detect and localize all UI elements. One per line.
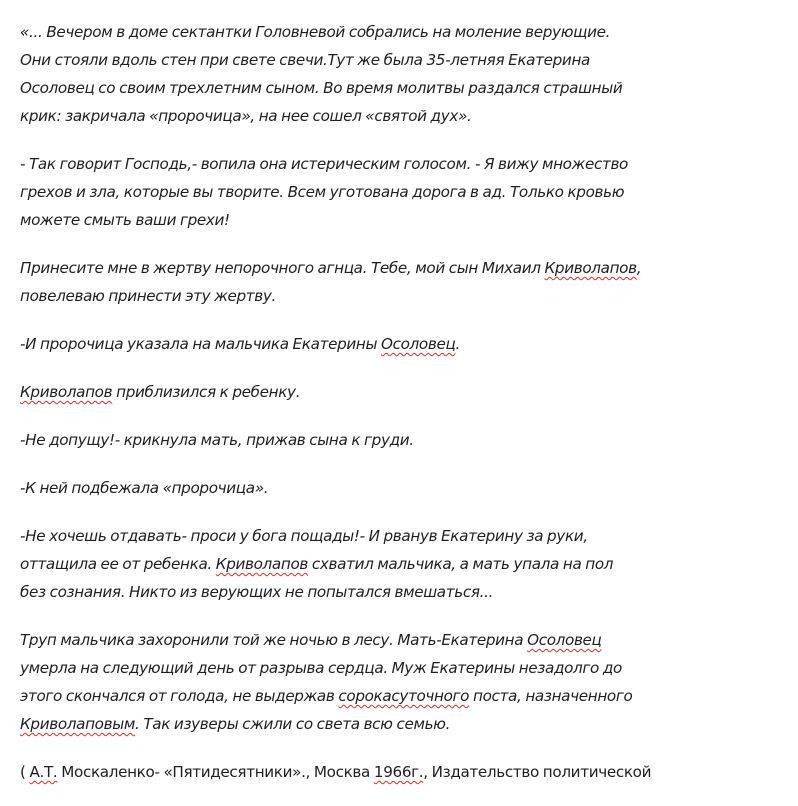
text-run: этого скончался от голода, не выдержав [20,687,339,705]
paragraph [20,378,780,406]
source-citation [20,758,780,786]
text-line [20,378,780,406]
paragraph [20,426,780,454]
text-run: Москаленко- «Пятидесятники»., Москва [57,763,374,781]
text-run: схватил мальчика, а мать упала на пол [308,555,614,573]
text-line [20,710,780,738]
text-run: Осоловец со своим трехлетним сыном. Во время молитвы раздался страшный [20,79,623,97]
text-run: -Не допущу!- крикнула мать, прижав сына к груди. [20,431,414,449]
text-run: грехов и зла, которые вы творите. Всем уготована дорога в ад. Только кровью [20,183,625,201]
text-run: -И пророчица указала на мальчика Екатерины [20,335,381,353]
misspelled-word: Осоловец [381,335,456,353]
paragraph [20,626,780,738]
paragraph [20,330,780,358]
text-line [20,330,780,358]
text-line [20,550,780,578]
text-line [20,654,780,682]
misspelled-word: Криволапов [20,383,113,401]
text-run: Принесите мне в жертву непорочного агнца. Тебе, мой сын Михаил [20,259,545,277]
text-line [20,522,780,550]
text-line [20,46,780,74]
text-run: . [455,335,460,353]
text-run: можете смыть ваши грехи! [20,211,230,229]
text-run: повелеваю принести эту жертву. [20,287,277,305]
misspelled-word: Криволапов [215,555,308,573]
paragraph [20,522,780,606]
text-line [20,426,780,454]
text-run: приблизился к ребенку. [112,383,301,401]
text-line [20,18,780,46]
text-run: . Так изуверы сжили со света всю семью. [134,715,451,733]
text-run: умерла на следующий день от разрыва сердца. Муж Екатерины незадолго до [20,659,622,677]
text-run: , Издательство политической [423,763,652,781]
text-line [20,102,780,130]
paragraph [20,474,780,502]
misspelled-word: А.Т. [29,763,58,781]
misspelled-word: сорокасуточного [338,687,470,705]
text-line [20,682,780,710]
text-line [20,206,780,234]
text-line [20,254,780,282]
misspelled-word: Криволаповым [20,715,135,733]
text-run: Они стояли вдоль стен при свете свечи.Тут же была 35-летняя Екатерина [20,51,590,69]
paragraph [20,150,780,234]
text-run: поста, назначенного [469,687,633,705]
text-run: крик: закричала «пророчица», на нее сошел «святой дух». [20,107,472,125]
text-run: ( [20,763,30,781]
text-line [20,474,780,502]
text-line [20,178,780,206]
paragraph [20,18,780,130]
text-run: -Не хочешь отдавать- проси у бога пощады!- И рванув Екатерину за руки, [20,527,588,545]
text-line [20,282,780,310]
text-line [20,626,780,654]
text-line [20,578,780,606]
document-body [20,18,780,806]
text-line [20,74,780,102]
text-run: - Так говорит Господь,- вопила она истерическим голосом. - Я вижу множество [20,155,628,173]
text-run: без сознания. Никто из верующих не попытался вмешаться... [20,583,494,601]
text-run: «... Вечером в доме сектантки Головневой собрались на моление верующие. [20,23,611,41]
text-run: , [636,259,642,277]
text-line [20,150,780,178]
text-run: -К ней подбежала «пророчица». [20,479,269,497]
misspelled-word: Осоловец [527,631,602,649]
paragraph [20,254,780,310]
misspelled-word: 1966г. [373,763,424,781]
misspelled-word: Криволапов [544,259,637,277]
text-run: Труп мальчика захоронили той же ночью в лесу. Мать-Екатерина [20,631,528,649]
text-line [20,758,780,786]
text-run: оттащила ее от ребенка. [20,555,216,573]
